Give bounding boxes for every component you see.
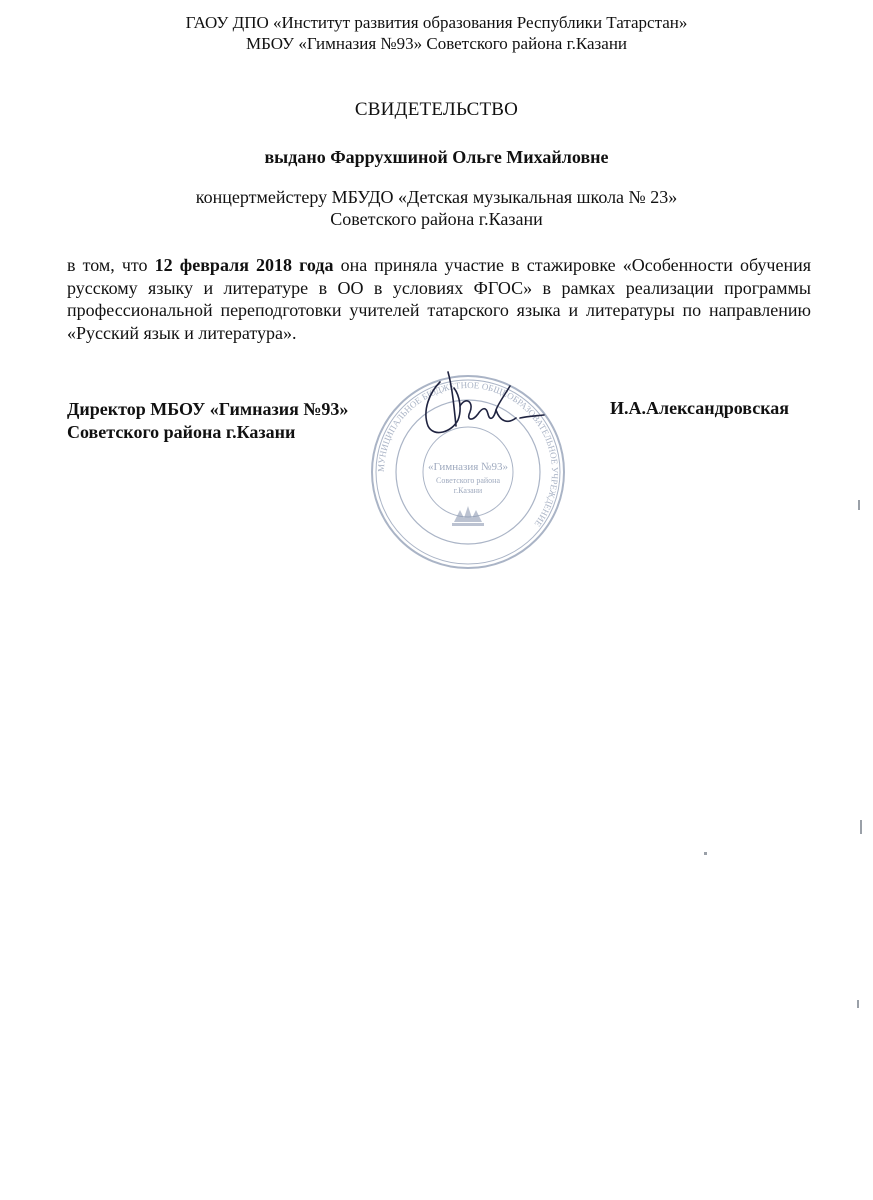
handwritten-signature xyxy=(400,366,550,446)
header-school: МБОУ «Гимназия №93» Советского района г.Казани xyxy=(245,34,628,53)
body-prefix: в том, что xyxy=(67,255,148,275)
signer-name: И.А.Александровская xyxy=(610,398,790,418)
document-title: СВИДЕТЕЛЬСТВО xyxy=(354,99,519,120)
signer-title xyxy=(67,398,348,444)
scan-speck xyxy=(704,852,707,855)
recipient-line: выдано Фаррухшиной Ольге Михайловне xyxy=(264,147,609,167)
header-institute: ГАОУ ДПО «Институт развития образования Республики Татарстан» xyxy=(185,13,688,32)
stamp-ring-text: МУНИЦИПАЛЬНОЕ БЮДЖЕТНОЕ ОБЩЕОБРАЗОВАТЕЛЬНОЕ УЧРЕЖДЕНИЕ xyxy=(375,379,561,529)
signer-title-line-1: Директор МБОУ «Гимназия №93» xyxy=(67,399,349,419)
stamp-sub-text-2: г.Казани xyxy=(453,486,483,495)
position-line-2: Советского района г.Казани xyxy=(330,209,543,229)
certificate-body xyxy=(67,254,811,344)
stamp-center-text: «Гимназия №93» xyxy=(427,461,509,473)
body-date: 12 февраля 2018 года xyxy=(154,255,334,275)
signer-title-line-2: Советского района г.Казани xyxy=(67,422,296,442)
scan-speck xyxy=(857,1000,859,1008)
scan-speck xyxy=(860,820,862,834)
scan-speck xyxy=(858,500,860,510)
stamp-sub-text-1: Советского района xyxy=(436,476,500,485)
body-text: она приняла участие в стажировке «Особенности обучения русскому языку и литературе в ОО в условиях ФГОС» в рамках реализации программы профессиональной переподготовки учителей татарского языка и литературы по направлению «Русский язык и литература». xyxy=(67,255,812,343)
position-line-1: концертмейстеру МБУДО «Детская музыкальная школа № 23» xyxy=(195,187,678,207)
